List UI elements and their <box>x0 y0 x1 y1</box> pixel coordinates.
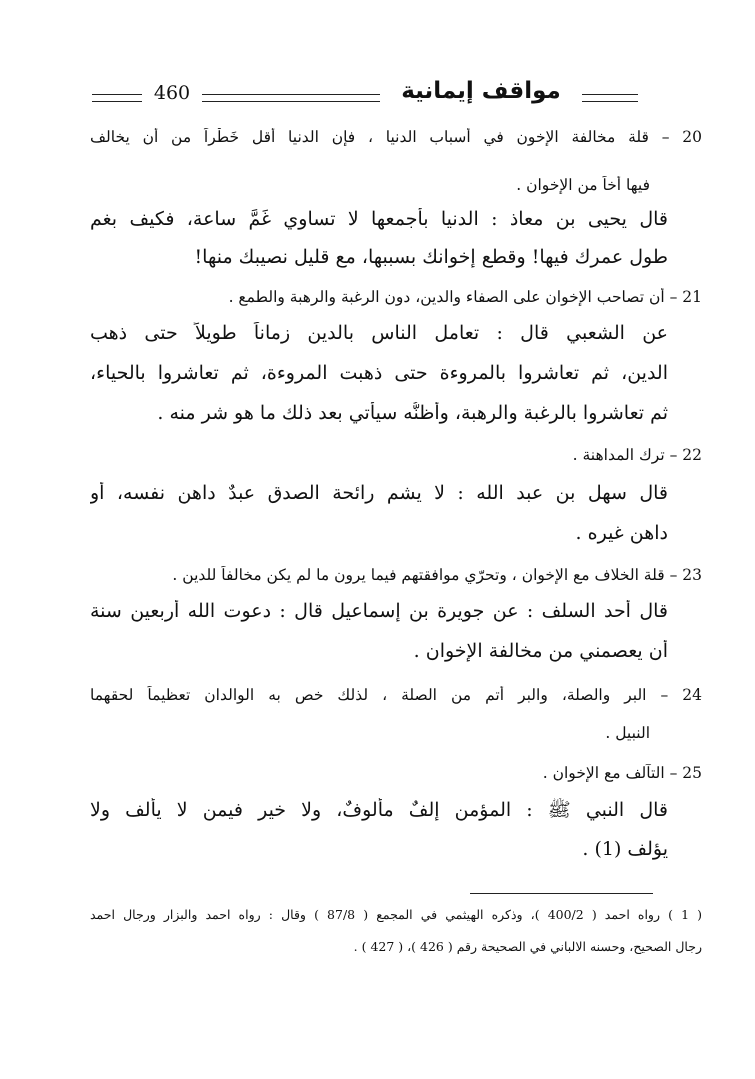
hadith-line-1: قال النبي ﷺ : المؤمن إلفٌ مألوفٌ، ولا خير فيمن لا يألف ولا <box>90 799 668 821</box>
footnote-1-line-1: ( 1 ) رواه احمد ( 400/2 )، وذكره الهيثمي في المجمع ( 87/8 ) وقال : رواه احمد والبزار ورجال احمد <box>90 907 702 922</box>
page-number: 460 <box>153 82 191 104</box>
quote-salaf-line-1: قال أحد السلف : عن جويرة بن إسماعيل قال : دعوت الله أربعين سنة <box>90 600 668 622</box>
item-23: 23 – قلة الخلاف مع الإخوان ، وتحرّي موافقتهم فيما يرون ما لم يكن مخالفاً للدين . <box>172 566 702 584</box>
quote-shabi-line-2: الدين، ثم تعاشروا بالمروءة حتى ذهبت المروءة، ثم تعاشروا بالحياء، <box>90 362 668 384</box>
footnote-1-line-2: رجال الصحيح، وحسنه الالباني في الصحيحة رقم ( 426 )، ( 427 ) . <box>353 939 702 954</box>
quote-yahya-line-1: قال يحيى بن معاذ : الدنيا بأجمعها لا تساوي غَمَّ ساعة، فكيف بغم <box>90 208 668 230</box>
header-rule-right <box>582 94 638 102</box>
running-title: مواقف إيمانية <box>401 78 561 104</box>
page-header <box>90 78 650 114</box>
item-20-line-1: 20 – قلة مخالفة الإخون في أسباب الدنيا ، فإن الدنيا أقل خَطْراً من أن يخالف <box>90 128 702 146</box>
item-22: 22 – ترك المداهنة . <box>572 446 702 464</box>
quote-yahya-line-2: طول عمرك فيها! وقطع إخوانك بسببها، مع قليل نصيبك منها! <box>194 246 668 268</box>
quote-salaf-line-2: أن يعصمني من مخالفة الإخوان . <box>413 640 668 662</box>
item-25: 25 – التآلف مع الإخوان . <box>542 764 702 782</box>
quote-shabi-line-1: عن الشعبي قال : تعامل الناس بالدين زماناً طويلاً حتى ذهب <box>90 322 668 344</box>
quote-shabi-line-3: ثم تعاشروا بالرغبة والرهبة، وأظنُّه سيأتي بعد ذلك ما هو شر منه . <box>157 402 668 424</box>
item-20-line-2: فيها أخاً من الإخوان . <box>516 176 650 194</box>
quote-sahl-line-2: داهن غيره . <box>575 522 668 544</box>
header-rule-left <box>92 94 142 102</box>
hadith-line-2: يؤلف (1) . <box>582 838 668 860</box>
item-24-line-1: 24 – البر والصلة، والبر أتم من الصلة ، لذلك خص به الوالدان تعظيماً لحقهما <box>90 686 702 704</box>
header-rule-middle <box>202 94 380 102</box>
quote-sahl-line-1: قال سهل بن عبد الله : لا يشم رائحة الصدق عبدٌ داهن نفسه، أو <box>90 482 668 504</box>
footnote-separator <box>470 893 653 894</box>
item-21: 21 – أن تصاحب الإخوان على الصفاء والدين، دون الرغبة والرهبة والطمع . <box>228 288 702 306</box>
item-24-line-2: النبيل . <box>605 724 650 742</box>
